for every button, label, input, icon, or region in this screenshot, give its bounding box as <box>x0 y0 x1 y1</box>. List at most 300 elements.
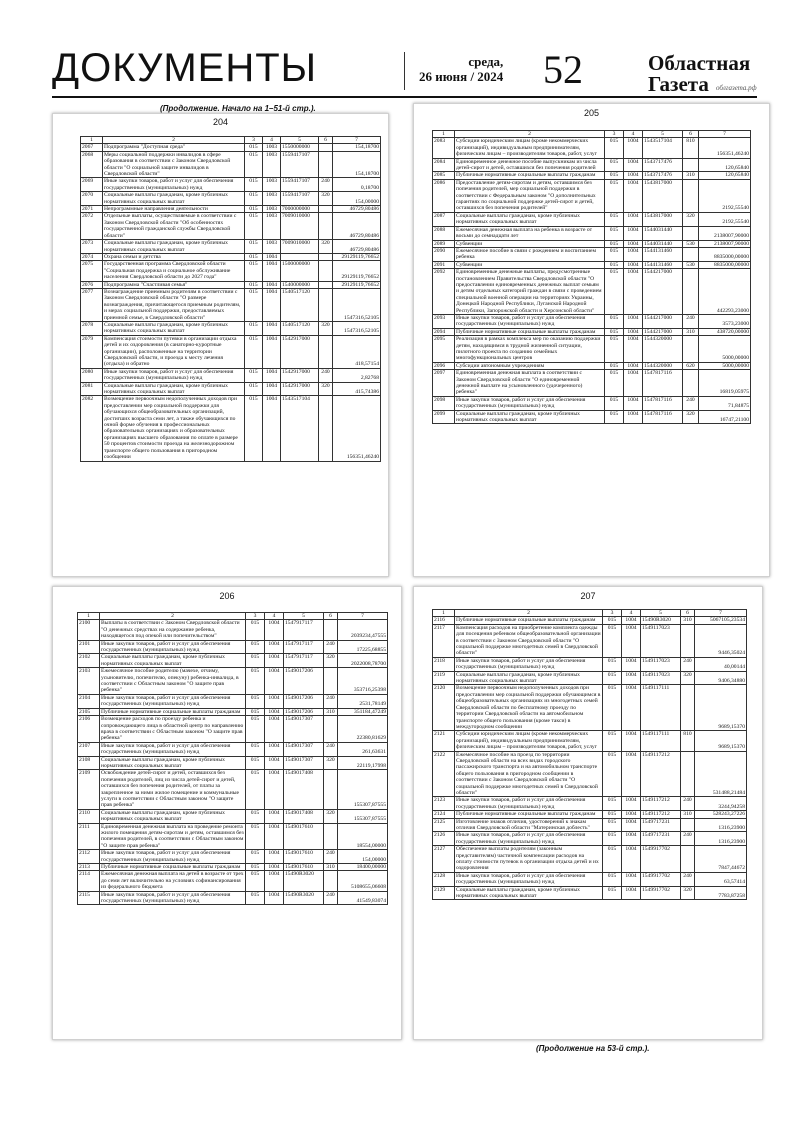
table-row <box>78 756 388 770</box>
table-cell: 310 <box>324 864 338 871</box>
table-cell: 1549017206 <box>284 708 324 715</box>
table-cell: 2092 <box>433 269 455 315</box>
table-cell: 2068 <box>81 151 103 178</box>
table-cell: 2106 <box>78 716 100 743</box>
table-cell: 1003 <box>263 192 281 206</box>
table-cell: 1549117023 <box>641 657 681 671</box>
table-cell: 530 <box>683 261 699 268</box>
table-cell: 1004 <box>265 809 284 823</box>
table-cell: 1004 <box>265 742 284 756</box>
table-row <box>433 370 751 397</box>
page-number: 52 <box>543 47 583 92</box>
table-cell: 1544320000 <box>643 362 683 369</box>
table-cell: 2071 <box>81 206 103 213</box>
table-cell: 015 <box>605 138 624 158</box>
table-row <box>81 368 381 382</box>
table-cell: 1003 <box>263 206 281 213</box>
table-row <box>78 823 388 850</box>
table-cell: 1549017307 <box>284 742 324 756</box>
table-cell <box>319 281 333 288</box>
document-page-204 <box>52 113 389 577</box>
column-header: 7 <box>333 137 381 144</box>
table-cell: 261,63631 <box>338 742 388 756</box>
table-cell <box>319 144 333 151</box>
table-cell: 1004 <box>624 314 643 328</box>
table-cell: Освобождение детей-сирот и детей, оставшихся без попечения родителей, лиц из числа детей-сирот и детей, оставшихся без попечения родителей, от платы за закрепленное за ними жилое помещение и коммунальные услуги в соответствии с Областным законом "О защите прав ребенка" <box>100 770 246 809</box>
table-cell: 2138007,90000 <box>699 226 751 240</box>
table-cell: 5000,00000 <box>699 362 751 369</box>
table-cell: 1549017610 <box>284 823 324 850</box>
table-cell: 1004 <box>624 212 643 226</box>
table-cell: Социальные выплаты гражданам, кроме публичных нормативных социальных выплат <box>100 654 246 668</box>
table-cell: Возмещение первоочным недополученных доходов при предоставлении мер социальной поддержки для обучающихся общеобразовательных организаций, достигших возраста семи лет, а также обучающихся по очной форме обучения в профессиональных образовательных организациях и образовательных организациях высшего образования по оплате в размере 50 процентов стоимости проезда на железнодорожном транспорте общего пользования в пригородном сообщении <box>103 396 245 461</box>
table-cell: 015 <box>245 240 263 254</box>
table-row <box>78 809 388 823</box>
newspaper-logo-line1: Областная <box>648 51 751 75</box>
table-cell: 1004 <box>263 382 281 396</box>
table-cell: 1549017610 <box>284 850 324 864</box>
table-cell: 1004 <box>624 362 643 369</box>
table-cell: 015 <box>603 685 622 731</box>
table-cell: 2099 <box>433 410 455 424</box>
table-cell: 015 <box>605 172 624 179</box>
table-cell: 1549017610 <box>284 864 324 871</box>
table-cell <box>319 288 333 321</box>
table-cell: 15490R3020 <box>284 891 324 905</box>
table-row <box>433 685 747 731</box>
table-cell: 22380,81629 <box>338 716 388 743</box>
table-cell: 2127 <box>433 846 455 873</box>
table-cell: 015 <box>603 671 622 685</box>
table-cell: 46729,80486 <box>333 213 381 240</box>
table-cell: 320 <box>319 382 333 396</box>
table-cell: 015 <box>603 886 622 900</box>
table-cell: 320 <box>319 321 333 335</box>
table-cell: 1004 <box>622 797 641 811</box>
table-cell: Публичные нормативные социальные выплаты гражданам <box>100 708 246 715</box>
table-cell: 2111 <box>78 823 100 850</box>
table-cell: 015 <box>245 178 263 192</box>
column-header: 2 <box>103 137 245 144</box>
table-cell: 015 <box>605 240 624 247</box>
table-cell: 2,82768 <box>333 368 381 382</box>
table-cell: 015 <box>246 891 265 905</box>
table-row <box>78 891 388 905</box>
table-cell: 528243,27226 <box>695 811 747 818</box>
table-cell <box>681 818 695 832</box>
column-header: 5 <box>284 613 324 620</box>
table-cell: 155307,87555 <box>338 770 388 809</box>
table-cell: 154,18700 <box>333 151 381 178</box>
column-header: 6 <box>681 610 695 617</box>
table-cell: 2093 <box>433 314 455 328</box>
table-cell: 531488,21484 <box>695 751 747 797</box>
table-cell <box>683 370 699 397</box>
table-cell: 810 <box>681 731 695 751</box>
table-cell: 1003 <box>263 213 281 240</box>
table-header-row <box>433 131 751 138</box>
table-row <box>433 314 751 328</box>
table-cell: 015 <box>246 620 265 640</box>
table-cell <box>319 151 333 178</box>
table-row <box>433 811 747 818</box>
table-cell: 2080 <box>81 368 103 382</box>
table-cell: 1003 <box>263 240 281 254</box>
table-cell: 1547817116 <box>643 410 683 424</box>
table-row <box>433 247 751 261</box>
table-cell: 2102 <box>78 654 100 668</box>
table-cell: 1544217000 <box>643 269 683 315</box>
table-cell <box>319 253 333 260</box>
document-page-207 <box>413 586 763 1040</box>
section-title: ДОКУМЕНТЫ <box>52 46 318 90</box>
table-row <box>433 261 751 268</box>
table-cell: 1004 <box>265 654 284 668</box>
table-cell: 1316,23900 <box>695 832 747 846</box>
table-cell: Иные закупки товаров, работ и услуг для обеспечения государственных (муниципальных) нужд <box>455 872 603 886</box>
table-cell: 1004 <box>624 172 643 179</box>
table-cell: 015 <box>603 811 622 818</box>
table-cell: Возмещение первоочным недополученных доходов при предоставлении мер социальной поддержки обучающимся в общеобразовательных организациях из многодетных семей Свердловской области по бесплатному проезду по территории Свердловской области на автомобильном транспорте общего пользования (кроме такси) в междугородном сообщении <box>455 685 603 731</box>
table-cell: 15490R3020 <box>641 617 681 624</box>
table-row <box>81 253 381 260</box>
table-cell: Иные закупки товаров, работ и услуг для обеспечения государственных (муниципальных) нужд <box>103 368 245 382</box>
table-cell: Выплаты в соответствии с Законом Свердловской области "О денежных средствах на содержание ребенка, находящегося под опекой или попечительством" <box>100 620 246 640</box>
table-cell: 5108655,06608 <box>338 871 388 891</box>
table-cell: Компенсация стоимости путевки в организации отдыха детей и их оздоровления (в санаторно-курортные организации), расположенные на территории Свердловской области, и проезда к месту лечения (отдыха) и обратно <box>103 335 245 368</box>
table-cell: 2118 <box>433 657 455 671</box>
table-cell: 1547817116 <box>643 370 683 397</box>
table-cell: 1542917000 <box>281 382 319 396</box>
table-cell: Субсидии юридическим лицам (кроме некоммерческих организаций), индивидуальным предпринимателям, физическим лицам – производителям товаров, работ, услуг <box>455 731 603 751</box>
table-cell: 2086 <box>433 179 455 212</box>
table-cell: Обеспечение выплаты родителям (законным представителям) частичной компенсации расходов на оплату стоимости путевок в организации отдыха детей и их оздоровления <box>455 846 603 873</box>
table-cell: Публичные нормативные социальные выплаты гражданам <box>455 328 605 335</box>
table-cell: 2103 <box>78 668 100 695</box>
table-cell: 1004 <box>624 396 643 410</box>
table-cell: 1004 <box>265 770 284 809</box>
table-cell: 1004 <box>265 668 284 695</box>
table-cell: 320 <box>319 240 333 254</box>
table-cell: 71,84875 <box>699 396 751 410</box>
table-cell: 1004 <box>265 871 284 891</box>
table-cell <box>324 823 338 850</box>
table-cell: 351184,47249 <box>338 708 388 715</box>
table-cell: 015 <box>246 770 265 809</box>
document-page-205 <box>413 103 770 577</box>
table-cell: 2039234,47555 <box>338 620 388 640</box>
table-cell: 015 <box>246 864 265 871</box>
table-cell: 2069 <box>81 178 103 192</box>
table-cell: 240 <box>324 694 338 708</box>
column-header: 4 <box>265 613 284 620</box>
table-cell: 240 <box>324 850 338 864</box>
table-row <box>433 872 747 886</box>
table-cell: Социальные выплаты гражданам, кроме публичных нормативных социальных выплат <box>103 192 245 206</box>
table-row <box>81 206 381 213</box>
table-cell: 310 <box>681 811 695 818</box>
table-cell: 015 <box>246 694 265 708</box>
table-cell: 1004 <box>622 624 641 657</box>
column-header: 7 <box>695 610 747 617</box>
table-cell: 1004 <box>263 335 281 368</box>
table-cell: 1559417107 <box>281 178 319 192</box>
column-header: 4 <box>622 610 641 617</box>
table-cell: 1549017307 <box>284 716 324 743</box>
table-cell: 1004 <box>624 226 643 240</box>
table-row <box>433 624 747 657</box>
table-cell: 1004 <box>622 872 641 886</box>
table-row <box>433 832 747 846</box>
table-cell: Субвенции <box>455 261 605 268</box>
column-header: 5 <box>643 131 683 138</box>
table-cell: 015 <box>245 253 263 260</box>
table-cell: Социальные выплаты гражданам, кроме публичных нормативных социальных выплат <box>455 671 603 685</box>
column-header: 5 <box>641 610 681 617</box>
table-cell: 1004 <box>624 247 643 261</box>
table-cell: 41549,83074 <box>338 891 388 905</box>
table-cell: Иные закупки товаров, работ и услуг для обеспечения государственных (муниципальных) нужд <box>100 891 246 905</box>
table-row <box>81 178 381 192</box>
table-cell: 1003 <box>263 151 281 178</box>
document-page-number: 207 <box>580 591 596 601</box>
table-row <box>433 657 747 671</box>
table-cell: 015 <box>245 321 263 335</box>
table-cell <box>319 213 333 240</box>
table-cell: 015 <box>246 809 265 823</box>
table-cell: 310 <box>683 172 699 179</box>
table-cell: 015 <box>246 668 265 695</box>
table-cell: 1004 <box>265 864 284 871</box>
table-cell: 1004 <box>622 811 641 818</box>
table-cell: 015 <box>605 362 624 369</box>
table-cell: 015 <box>245 368 263 382</box>
table-cell: 2088 <box>433 226 455 240</box>
table-cell: 1004 <box>263 253 281 260</box>
table-cell: 015 <box>245 288 263 321</box>
column-header: 3 <box>245 137 263 144</box>
table-cell: 1004 <box>263 396 281 461</box>
table-cell: 1004 <box>622 818 641 832</box>
table-cell: 1004 <box>624 179 643 212</box>
table-cell: 5000,00000 <box>699 336 751 363</box>
table-cell: Иные закупки товаров, работ и услуг для обеспечения государственных (муниципальных) нужд <box>100 694 246 708</box>
table-cell: 2087 <box>433 212 455 226</box>
table-cell: Социальные выплаты гражданам, кроме публичных нормативных социальных выплат <box>455 212 605 226</box>
table-cell: 46729,80486 <box>333 206 381 213</box>
table-cell: 2094 <box>433 328 455 335</box>
table-cell: Меры социальной поддержки инвалидов в сфере образования в соответствии с Законом Свердловской области "О социальной защите инвалидов в Свердловской области" <box>103 151 245 178</box>
table-cell: 2078 <box>81 321 103 335</box>
table-cell <box>683 226 699 240</box>
table-cell: 1004 <box>622 731 641 751</box>
document-page-number: 204 <box>212 117 229 127</box>
table-cell: 1004 <box>624 269 643 315</box>
table-cell: 240 <box>319 368 333 382</box>
table-cell: 1004 <box>263 368 281 382</box>
table-cell: 1543717476 <box>643 172 683 179</box>
table-row <box>81 335 381 368</box>
table-cell: 2114 <box>78 871 100 891</box>
table-cell: 2085 <box>433 172 455 179</box>
table-cell: 015 <box>246 871 265 891</box>
table-row <box>78 871 388 891</box>
table-cell: 1549017206 <box>284 694 324 708</box>
table-row <box>433 212 751 226</box>
table-cell: 015 <box>246 708 265 715</box>
table-cell: 1004 <box>622 657 641 671</box>
column-header: 4 <box>624 131 643 138</box>
table-cell: 1547917117 <box>284 640 324 654</box>
column-header: 1 <box>433 131 455 138</box>
table-cell: Публичные нормативные социальные выплаты гражданам <box>455 172 605 179</box>
table-cell: 015 <box>603 731 622 751</box>
table-cell: Социальные выплаты гражданам, кроме публичных нормативных социальных выплат <box>100 809 246 823</box>
table-cell: 320 <box>324 809 338 823</box>
table-cell: 015 <box>603 818 622 832</box>
table-cell: Иные закупки товаров, работ и услуг для обеспечения государственных (муниципальных) нужд <box>455 832 603 846</box>
table-cell: 1547917117 <box>284 654 324 668</box>
table-cell: 015 <box>245 192 263 206</box>
table-cell: 1544031440 <box>643 240 683 247</box>
table-cell: 2101 <box>78 640 100 654</box>
table-cell: 16819,05975 <box>699 370 751 397</box>
table-row <box>78 668 388 695</box>
table-cell: Социальные выплаты гражданам, кроме публичных нормативных социальных выплат <box>100 756 246 770</box>
column-header: 6 <box>683 131 699 138</box>
table-cell: 1543517104 <box>643 138 683 158</box>
table-cell: 310 <box>683 328 699 335</box>
table-cell: Субсидии юридическим лицам (кроме некоммерческих организаций), индивидуальным предпринимателям, физическим лицам – производителям товаров, работ, услуг <box>455 138 605 158</box>
table-cell: 1004 <box>622 685 641 731</box>
table-cell: 120,65840 <box>699 158 751 172</box>
table-cell: 156351,46240 <box>699 138 751 158</box>
table-cell: 2123 <box>433 797 455 811</box>
table-cell: 1004 <box>265 756 284 770</box>
issue-date <box>419 54 503 84</box>
table-row <box>81 261 381 281</box>
table-cell: 5067105,23534 <box>695 617 747 624</box>
table-cell: Единовременная денежная выплата на проведение ремонта жилого помещения детям-сиротам и детям, оставшимся без попечения родителей, в соответствии с Областным законом "О защите прав ребенка" <box>101 823 244 849</box>
table-cell: 40,00144 <box>695 657 747 671</box>
table-cell: 1004 <box>624 410 643 424</box>
table-cell: 320 <box>683 212 699 226</box>
table-cell: 17225,68855 <box>338 640 388 654</box>
table-cell: Иные закупки товаров, работ и услуг для обеспечения государственных (муниципальных) нужд <box>100 850 246 864</box>
continuation-note-top: (Продолжение. Начало на 1–51-й стр.). <box>160 104 316 113</box>
table-row <box>433 328 751 335</box>
table-cell: 015 <box>605 261 624 268</box>
table-cell: 015 <box>603 872 622 886</box>
table-cell: 2104 <box>78 694 100 708</box>
table-cell: 240 <box>683 396 699 410</box>
table-row <box>433 396 751 410</box>
table-cell: 2095 <box>433 336 455 363</box>
table-cell: 2116 <box>433 617 455 624</box>
column-header: 6 <box>324 613 338 620</box>
column-header: 3 <box>605 131 624 138</box>
table-cell: 18554,00000 <box>338 823 388 850</box>
table-cell: 1549917702 <box>641 872 681 886</box>
table-cell: 155307,87555 <box>338 809 388 823</box>
table-cell: 1559417107 <box>281 151 319 178</box>
table-row <box>81 151 381 178</box>
table-cell: 2074 <box>81 253 103 260</box>
table-cell: 0,18700 <box>333 178 381 192</box>
table-cell: 015 <box>246 823 265 850</box>
budget-table <box>432 130 751 424</box>
table-cell: Вознаграждение приемным родителям в соответствии с Законом Свердловской области "О размере вознаграждения, причитающегося приемным родителям, и мерах социальной поддержки, предоставляемых приемной семье, в Свердловской области" <box>103 288 245 321</box>
table-cell: 1003 <box>263 144 281 151</box>
table-cell: 015 <box>605 410 624 424</box>
table-cell: Ежемесячное пособие на проезд по территории Свердловской области на всех видах городского пассажирского транспорта и на автомобильном транспорте общего пользования в пригородном сообщении в соответствии с Законом Свердловской области "О социальной поддержке многодетных семей в Свердловской области" <box>455 751 603 797</box>
table-cell: Изготовление знаков отличия, удостоверений к знакам отличия Свердловской области "Материнская доблесть" <box>455 818 603 832</box>
table-cell: 1004 <box>265 850 284 864</box>
table-cell: 1004 <box>624 158 643 172</box>
table-cell: 2126 <box>433 832 455 846</box>
table-cell: 154,18700 <box>333 144 381 151</box>
table-cell: 320 <box>324 756 338 770</box>
table-cell: Социальные выплаты гражданам, кроме публичных нормативных социальных выплат <box>103 240 245 254</box>
table-cell: 7847,44672 <box>695 846 747 873</box>
table-cell: 1004 <box>265 640 284 654</box>
table-cell: 240 <box>683 314 699 328</box>
table-cell: 1547316,52105 <box>333 288 381 321</box>
table-cell: 015 <box>605 212 624 226</box>
table-cell <box>324 716 338 743</box>
table-cell: 2113 <box>78 864 100 871</box>
table-row <box>81 144 381 151</box>
table-row <box>78 770 388 809</box>
table-cell: 1549917702 <box>641 846 681 873</box>
table-cell: Охрана семьи и детства <box>103 253 245 260</box>
table-cell: 1004 <box>265 716 284 743</box>
table-cell: 240 <box>681 657 695 671</box>
table-cell: 154,00000 <box>338 850 388 864</box>
table-cell: 2067 <box>81 144 103 151</box>
column-header: 3 <box>246 613 265 620</box>
table-cell: 1544131460 <box>643 261 683 268</box>
table-cell <box>324 871 338 891</box>
table-row <box>78 694 388 708</box>
table-cell: Ежемесячная денежная выплата на ребенка в возрасте от восьми до семнадцати лет <box>455 226 605 240</box>
table-cell <box>324 620 338 640</box>
table-cell: 2105 <box>78 708 100 715</box>
table-cell: 1544031440 <box>643 226 683 240</box>
table-row <box>433 617 747 624</box>
table-cell: Единовременная денежная выплата в соответствии с Законом Свердловской области "О единовременной денежной выплате на усыновленного (удочеренного) ребенка" <box>455 370 605 397</box>
table-cell: 015 <box>245 382 263 396</box>
table-cell: 1542917000 <box>281 368 319 382</box>
table-cell: 240 <box>324 891 338 905</box>
table-cell: Социальные выплаты гражданам, кроме публичных нормативных социальных выплат <box>455 886 603 900</box>
budget-table <box>432 609 747 900</box>
table-cell: 1003 <box>263 178 281 192</box>
table-cell: Социальные выплаты гражданам, кроме публичных нормативных социальных выплат <box>103 382 245 396</box>
table-cell: 1547817116 <box>643 396 683 410</box>
table-cell: 2128 <box>433 872 455 886</box>
table-cell <box>319 396 333 461</box>
table-cell: 8835000,00000 <box>699 261 751 268</box>
table-row <box>81 396 381 461</box>
table-cell: 7000000000 <box>281 206 319 213</box>
table-cell: 2108 <box>78 756 100 770</box>
table-row <box>433 226 751 240</box>
table-cell: 2091 <box>433 261 455 268</box>
table-cell: 1004 <box>265 891 284 905</box>
table-cell: 015 <box>245 213 263 240</box>
table-cell: 63,57414 <box>695 872 747 886</box>
